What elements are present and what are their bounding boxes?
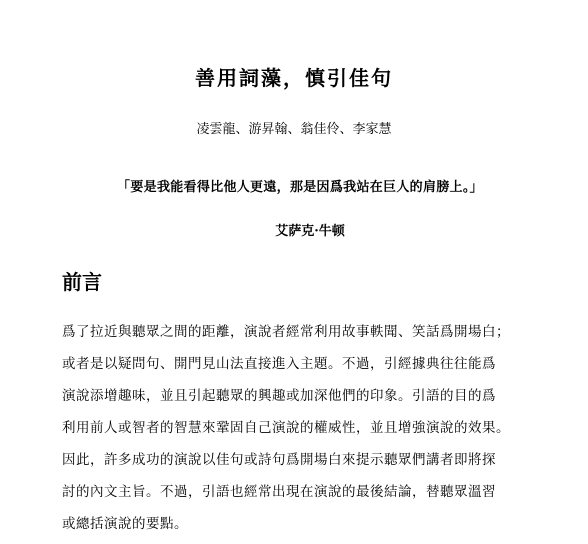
epigraph-attribution: 艾萨克·牛顿 [275, 224, 345, 239]
paragraph-line: 爲了拉近與聽眾之間的距離，演說者經常利用故事軼聞、笑話爲開場白； [62, 324, 510, 340]
paragraph-line: 或者是以疑問句、開門見山法直接進入主題。不過，引經據典往往能爲 [62, 356, 496, 372]
paragraph-line: 演說添增趣味，並且引起聽眾的興趣或加深他們的印象。引語的目的爲 [62, 388, 496, 404]
author-list: 凌雲龍、游昇翰、翁佳伶、李家慧 [196, 122, 392, 137]
paragraph-line: 或總括演說的要點。 [62, 516, 188, 532]
document-title: 善用詞藻，慎引佳句 [195, 66, 393, 90]
paragraph-line: 利用前人或智者的智慧來鞏固自己演說的權威性，並且增強演說的效果。 [62, 420, 510, 436]
epigraph-quote: 「要是我能看得比他人更遠，那是因爲我站在巨人的肩膀上。」 [117, 180, 483, 195]
paragraph-line: 討的內文主旨。不過，引語也經常出現在演說的最後結論，替聽眾溫習 [62, 484, 496, 500]
body-paragraph [62, 316, 542, 540]
paragraph-line: 因此，許多成功的演說以佳句或詩句爲開場白來提示聽眾們講者即將探 [62, 452, 496, 468]
section-heading: 前言 [62, 270, 102, 294]
